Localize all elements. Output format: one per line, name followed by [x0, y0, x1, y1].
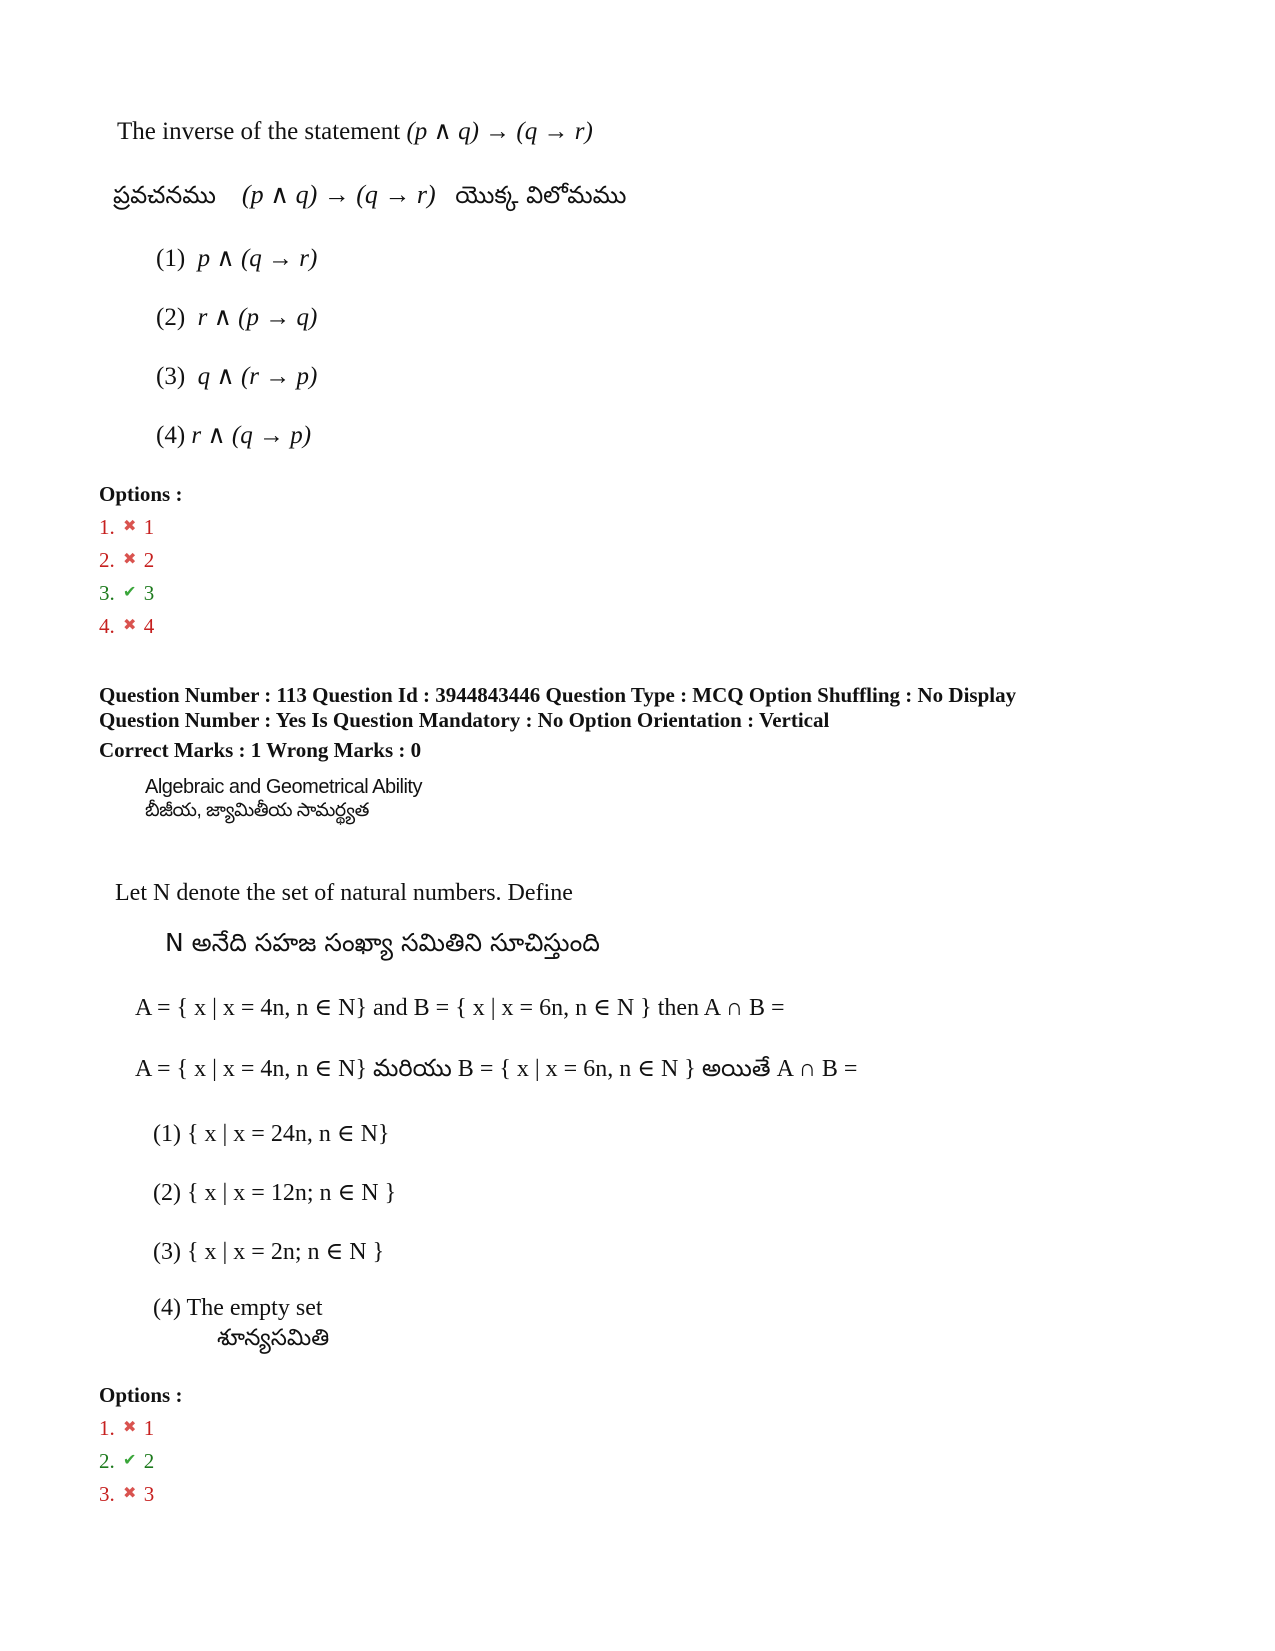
- question1-choice-2: (2) r ∧ (p → q): [156, 304, 318, 331]
- question2-choice-2: (2) { x | x = 12n; n ∈ N }: [153, 1180, 397, 1206]
- question1-prompt-en: The inverse of the statement: [117, 118, 401, 145]
- question2-definition-en: A = { x | x = 4n, n ∈ N} and B = { x | x = 6n, n ∈ N } then A ∩ B =: [135, 995, 785, 1021]
- question1-options-label: Options :: [99, 482, 183, 506]
- question1-choice-3: (3) q ∧ (r → p): [156, 363, 318, 390]
- cross-icon: ✖: [123, 1485, 137, 1502]
- section-heading: [145, 776, 422, 822]
- section-heading-te: బీజీయ, జ్యామితీయ సామర్థ్యత: [145, 800, 369, 821]
- question1-choice-4: (4) r ∧ (q → p): [156, 422, 312, 449]
- question2-choice-1: (1) { x | x = 24n, n ∈ N}: [153, 1121, 390, 1147]
- check-icon: ✔: [123, 1452, 137, 1469]
- cross-icon: ✖: [123, 617, 137, 634]
- question1-prompt-te-suffix: యొక్క విలోమము: [455, 181, 627, 209]
- question1-answer-4: 4. ✖ 4: [99, 614, 155, 638]
- check-icon: ✔: [123, 584, 137, 601]
- question1-answer-3: 3. ✔ 3: [99, 581, 155, 605]
- question1-statement: (p ∧ q) → (q → r): [406, 118, 593, 145]
- question2-meta-line2: Question Number : Yes Is Question Mandatory : No Option Orientation : Vertical: [99, 708, 830, 732]
- question2-answer-3: 3. ✖ 3: [99, 1482, 155, 1506]
- section-heading-en: Algebraic and Geometrical Ability: [145, 776, 422, 798]
- question2-choice-4: (4) The empty set: [153, 1295, 323, 1321]
- question2-answer-1: 1. ✖ 1: [99, 1416, 155, 1440]
- question1-prompt-te-line: [113, 180, 626, 215]
- question2-choice-3: (3) { x | x = 2n; n ∈ N }: [153, 1239, 385, 1265]
- question2-meta-line1: Question Number : 113 Question Id : 3944843446 Question Type : MCQ Option Shuffling : No Display: [99, 683, 1017, 707]
- question1-prompt: [117, 116, 593, 146]
- question2-prompt-en: Let N denote the set of natural numbers. Define: [115, 880, 573, 906]
- cross-icon: ✖: [123, 551, 137, 568]
- question1-answer-1: 1. ✖ 1: [99, 515, 155, 539]
- question2-answer-2: 2. ✔ 2: [99, 1449, 155, 1473]
- question2-definition-te: A = { x | x = 4n, n ∈ N} మరియు B = { x | x = 6n, n ∈ N } అయితే A ∩ B =: [135, 1056, 858, 1082]
- question1-statement-te: (p ∧ q) → (q → r): [241, 180, 436, 209]
- question2-options-label: Options :: [99, 1383, 183, 1407]
- question1-answer-2: 2. ✖ 2: [99, 548, 155, 572]
- cross-icon: ✖: [123, 1419, 137, 1436]
- question2-meta-line3: Correct Marks : 1 Wrong Marks : 0: [99, 738, 422, 762]
- question1-prompt-te: ప్రవచనము: [113, 181, 216, 209]
- question1-choice-1: (1) p ∧ (q → r): [156, 245, 318, 272]
- question2-prompt-te: N అనేది సహజ సంఖ్యా సమితిని సూచిస్తుంది: [165, 928, 600, 957]
- cross-icon: ✖: [123, 518, 137, 535]
- question2-choice-4-te: శూన్యసమితి: [217, 1325, 330, 1351]
